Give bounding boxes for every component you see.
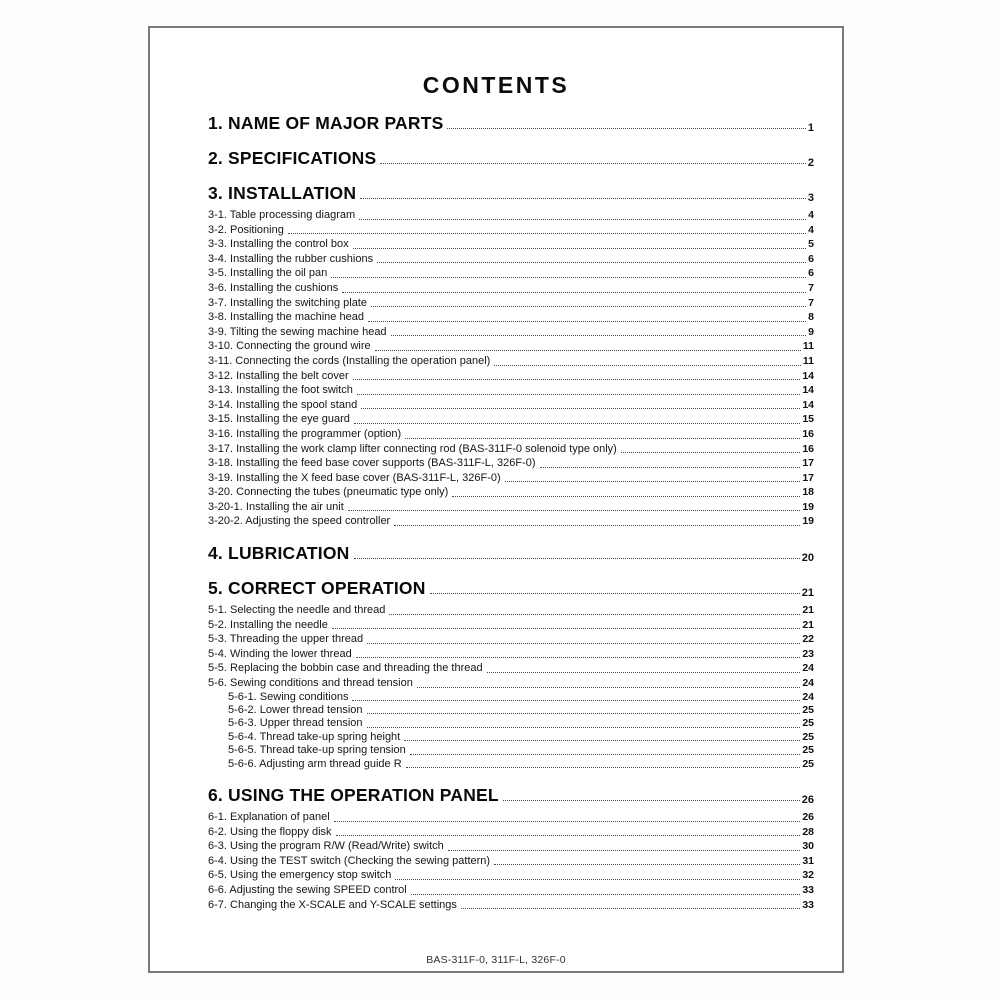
toc-entry-label: 6-2. Using the floppy disk — [208, 825, 332, 838]
dotted-leader — [461, 908, 800, 909]
page-number: 11 — [802, 354, 814, 367]
toc-item — [208, 442, 814, 457]
toc-entry-label: 3-17. Installing the work clamp lifter connecting rod (BAS-311F-0 solenoid type only) — [208, 442, 617, 455]
page-number: 15 — [802, 413, 814, 426]
dotted-leader — [380, 163, 805, 164]
page-number: 9 — [808, 325, 814, 338]
toc-entry-label: 5-6-2. Lower thread tension — [228, 704, 363, 717]
toc-item — [208, 500, 814, 515]
toc-entry-label: 6-6. Adjusting the sewing SPEED control — [208, 884, 407, 897]
toc-item — [208, 456, 814, 471]
toc-item — [208, 383, 814, 398]
page-number: 25 — [802, 704, 814, 717]
toc-entry-label: 3-1. Table processing diagram — [208, 209, 356, 221]
toc-entry-label: 3-6. Installing the cushions — [208, 281, 339, 294]
toc-item — [208, 296, 814, 311]
page-number: 24 — [802, 690, 814, 703]
toc-item — [208, 883, 814, 898]
page-number: 21 — [802, 618, 814, 631]
dotted-leader — [334, 821, 801, 822]
page-number: 7 — [808, 296, 814, 309]
page-number: 28 — [802, 825, 814, 838]
dotted-leader — [354, 558, 800, 559]
page-number: 30 — [802, 840, 814, 853]
toc-entry-label: 1. NAME OF MAJOR PARTS — [208, 113, 444, 133]
page-number: 4 — [808, 223, 814, 236]
toc-item — [208, 632, 814, 647]
page-number: 19 — [802, 515, 814, 528]
toc-entry-label: 3-20-2. Adjusting the speed controller — [208, 515, 391, 528]
dotted-leader — [406, 767, 801, 768]
dotted-leader — [494, 864, 800, 865]
toc-section-heading — [208, 113, 814, 134]
toc-item — [208, 281, 814, 296]
page-number: 33 — [802, 898, 814, 911]
dotted-leader — [448, 850, 801, 851]
page-number: 24 — [802, 677, 814, 690]
dotted-leader — [391, 335, 807, 336]
toc-item — [208, 731, 814, 744]
dotted-leader — [342, 292, 806, 293]
toc-item — [208, 208, 814, 223]
page-number: 1 — [807, 122, 814, 134]
toc-entry-label: 5-6-1. Sewing conditions — [228, 690, 349, 703]
dotted-leader — [348, 510, 801, 511]
dotted-leader — [359, 219, 806, 220]
dotted-leader — [331, 277, 806, 278]
toc-entry-label: 3-20. Connecting the tubes (pneumatic type only) — [208, 486, 449, 499]
toc-item — [208, 485, 814, 500]
toc-entry-label: 3-8. Installing the machine head — [208, 311, 364, 324]
page-number: 32 — [802, 869, 814, 882]
dotted-leader — [494, 365, 801, 366]
toc-entry-label: 3-15. Installing the eye guard — [208, 413, 350, 426]
toc-item — [208, 676, 814, 691]
page-footer: BAS-311F-0, 311F-L, 326F-0 — [426, 954, 566, 966]
toc-item — [208, 868, 814, 883]
toc-item — [208, 266, 814, 281]
dotted-leader — [353, 248, 807, 249]
toc-item — [208, 825, 814, 840]
toc-entry-label: 3. INSTALLATION — [208, 183, 357, 203]
toc-entry-label: 3-12. Installing the belt cover — [208, 369, 349, 382]
page-title: CONTENTS — [422, 72, 570, 98]
page-number: 25 — [802, 730, 814, 743]
dotted-leader — [417, 687, 800, 688]
page-number: 17 — [802, 471, 814, 484]
toc-entry-label: 5-5. Replacing the bobbin case and threading the thread — [208, 662, 483, 675]
toc-entry-label: 3-20-1. Installing the air unit — [208, 500, 344, 513]
dotted-leader — [354, 423, 800, 424]
toc-item — [208, 810, 814, 825]
page-number: 24 — [802, 662, 814, 675]
page-number: 11 — [802, 340, 814, 353]
toc-section-heading — [208, 543, 814, 564]
page-number: 22 — [802, 633, 814, 646]
toc-entry-label: 3-13. Installing the foot switch — [208, 384, 353, 397]
toc-entry-label: 3-4. Installing the rubber cushions — [208, 252, 374, 265]
page-number: 4 — [808, 209, 814, 221]
toc-entry-label: 3-11. Connecting the cords (Installing the operation panel) — [208, 354, 491, 367]
toc-entry-label: 5-6-6. Adjusting arm thread guide R — [228, 757, 402, 770]
toc-item — [208, 325, 814, 340]
dotted-leader — [332, 628, 800, 629]
table-of-contents — [150, 113, 842, 912]
toc-item — [208, 310, 814, 325]
toc-item — [208, 252, 814, 267]
toc-entry-label: 5. CORRECT OPERATION — [208, 578, 426, 599]
page-number: 33 — [802, 884, 814, 897]
page-number: 5 — [808, 238, 814, 251]
dotted-leader — [353, 379, 801, 380]
toc-item — [208, 603, 814, 618]
dotted-leader — [394, 525, 800, 526]
page-number: 2 — [807, 157, 814, 169]
dotted-leader — [357, 394, 800, 395]
page-number: 26 — [801, 794, 814, 807]
dotted-leader — [389, 614, 800, 615]
toc-item — [208, 339, 814, 354]
page-number: 3 — [807, 192, 814, 204]
page-number: 20 — [801, 552, 814, 565]
toc-item — [208, 369, 814, 384]
dotted-leader — [540, 467, 801, 468]
toc-item — [208, 237, 814, 252]
toc-item — [208, 717, 814, 730]
page-number: 25 — [802, 757, 814, 770]
toc-entry-label: 3-7. Installing the switching plate — [208, 296, 367, 309]
page-number: 19 — [802, 500, 814, 513]
toc-entry-label: 4. LUBRICATION — [208, 543, 350, 564]
dotted-leader — [367, 713, 801, 714]
page-number: 21 — [802, 604, 814, 617]
toc-entry-label: 3-19. Installing the X feed base cover (BAS-311F-L, 326F-0) — [208, 471, 501, 484]
toc-entry-label: 5-2. Installing the needle — [208, 618, 328, 631]
toc-item — [208, 854, 814, 869]
toc-item — [208, 691, 814, 704]
dotted-leader — [360, 198, 806, 199]
toc-item — [208, 223, 814, 238]
dotted-leader — [430, 593, 800, 594]
page-number: 6 — [808, 267, 814, 280]
dotted-leader — [503, 800, 800, 801]
dotted-leader — [410, 754, 801, 755]
dotted-leader — [361, 408, 800, 409]
dotted-leader — [368, 321, 806, 322]
page-number: 23 — [802, 647, 814, 660]
toc-entry-label: 6. USING THE OPERATION PANEL — [208, 785, 499, 806]
dotted-leader — [367, 643, 800, 644]
toc-entry-label: 5-4. Winding the lower thread — [208, 647, 352, 660]
dotted-leader — [487, 672, 801, 673]
toc-section-heading — [208, 183, 814, 204]
toc-entry-label: 6-3. Using the program R/W (Read/Write) switch — [208, 840, 444, 853]
page-number: 16 — [802, 427, 814, 440]
toc-entry-label: 3-14. Installing the spool stand — [208, 398, 358, 411]
dotted-leader — [375, 350, 801, 351]
toc-section-heading — [208, 578, 814, 599]
dotted-leader — [367, 727, 801, 728]
page-number: 17 — [802, 457, 814, 470]
page-number: 31 — [802, 854, 814, 867]
toc-entry-label: 3-16. Installing the programmer (option) — [208, 427, 402, 440]
toc-entry-label: 3-9. Tilting the sewing machine head — [208, 325, 387, 338]
toc-entry-label: 6-7. Changing the X-SCALE and Y-SCALE settings — [208, 898, 457, 911]
page-number: 14 — [802, 398, 814, 411]
toc-item — [208, 354, 814, 369]
dotted-leader — [621, 452, 800, 453]
page-number: 26 — [802, 811, 814, 824]
dotted-leader — [505, 481, 801, 482]
toc-item — [208, 898, 814, 913]
page-number: 7 — [808, 281, 814, 294]
page-number: 14 — [802, 384, 814, 397]
dotted-leader — [352, 700, 800, 701]
toc-entry-label: 6-5. Using the emergency stop switch — [208, 869, 392, 882]
dotted-leader — [377, 262, 806, 263]
dotted-leader — [447, 128, 805, 129]
toc-item — [208, 514, 814, 529]
toc-section-heading — [208, 785, 814, 806]
dotted-leader — [452, 496, 800, 497]
dotted-leader — [404, 740, 800, 741]
toc-item — [208, 398, 814, 413]
toc-item — [208, 704, 814, 717]
toc-entry-label: 2. SPECIFICATIONS — [208, 148, 377, 168]
dotted-leader — [371, 306, 806, 307]
toc-entry-label: 5-3. Threading the upper thread — [208, 633, 364, 646]
toc-entry-label: 3-2. Positioning — [208, 223, 284, 236]
toc-section-heading — [208, 148, 814, 169]
toc-item — [208, 471, 814, 486]
page-number: 25 — [802, 717, 814, 730]
toc-item — [208, 647, 814, 662]
page-number: 14 — [802, 369, 814, 382]
toc-entry-label: 5-1. Selecting the needle and thread — [208, 604, 386, 617]
page-number: 6 — [808, 252, 814, 265]
dotted-leader — [395, 879, 800, 880]
toc-item — [208, 839, 814, 854]
toc-item — [208, 661, 814, 676]
dotted-leader — [405, 438, 800, 439]
toc-item — [208, 758, 814, 771]
page-number: 21 — [801, 587, 814, 600]
toc-entry-label: 3-10. Connecting the ground wire — [208, 340, 371, 353]
toc-item — [208, 427, 814, 442]
toc-item — [208, 412, 814, 427]
page-number: 25 — [802, 744, 814, 757]
toc-entry-label: 3-3. Installing the control box — [208, 238, 349, 251]
toc-item — [208, 618, 814, 633]
toc-item — [208, 744, 814, 757]
toc-entry-label: 3-5. Installing the oil pan — [208, 267, 328, 280]
dotted-leader — [336, 835, 801, 836]
dotted-leader — [288, 233, 806, 234]
dotted-leader — [411, 894, 801, 895]
toc-entry-label: 6-1. Explanation of panel — [208, 811, 330, 824]
dotted-leader — [356, 657, 801, 658]
toc-entry-label: 5-6-3. Upper thread tension — [228, 717, 363, 730]
page-number: 18 — [802, 486, 814, 499]
toc-entry-label: 6-4. Using the TEST switch (Checking the sewing pattern) — [208, 854, 491, 867]
toc-entry-label: 5-6. Sewing conditions and thread tension — [208, 677, 413, 690]
toc-entry-label: 3-18. Installing the feed base cover supports (BAS-311F-L, 326F-0) — [208, 457, 536, 470]
toc-entry-label: 5-6-4. Thread take-up spring height — [228, 730, 401, 743]
page-number: 8 — [808, 311, 814, 324]
document-page — [148, 26, 844, 973]
page-number: 16 — [802, 442, 814, 455]
toc-entry-label: 5-6-5. Thread take-up spring tension — [228, 744, 406, 757]
